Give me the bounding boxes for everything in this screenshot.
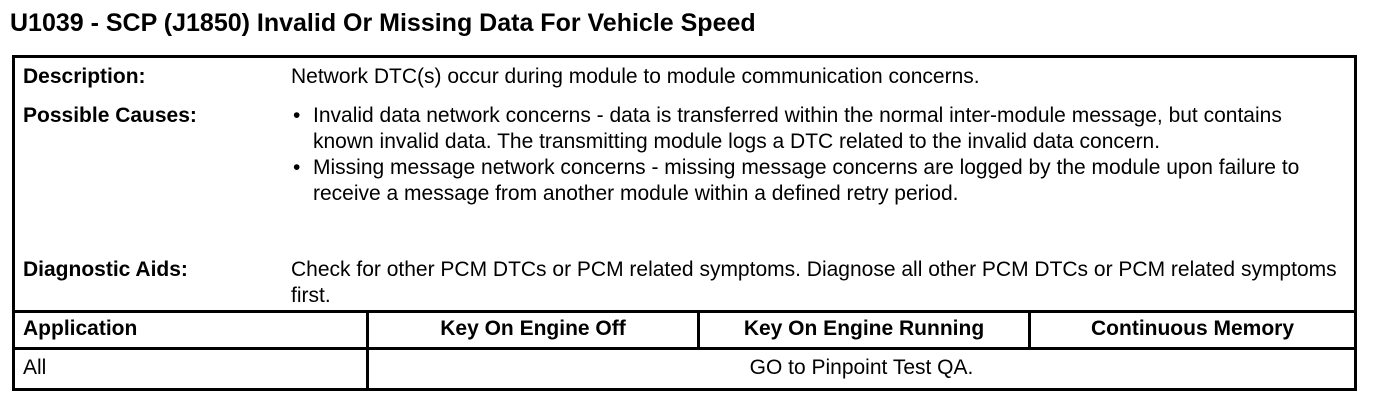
description-text: Network DTC(s) occur during module to module communication concerns. [291, 65, 980, 88]
cause-text: Invalid data network concerns - data is transferred within the normal inter-module message, but contains known invalid data. The transmitting module logs a DTC related to the invalid data concern. [313, 104, 1282, 153]
description-label: Description: [23, 65, 146, 88]
column-header-application: Application [23, 317, 138, 340]
column-header-koeo: Key On Engine Off [440, 317, 626, 340]
diagnostic-aids-label: Diagnostic Aids: [23, 258, 188, 281]
page-title: U1039 - SCP (J1850) Invalid Or Missing Data For Vehicle Speed [10, 9, 756, 37]
possible-causes-label: Possible Causes: [23, 104, 197, 127]
column-header-continuous-memory: Continuous Memory [1091, 317, 1294, 340]
dtc-info-box [12, 55, 1357, 391]
bullet-icon: • [293, 104, 301, 127]
diagnostic-aids-text: Check for other PCM DTCs or PCM related symptoms. Diagnose all other PCM DTCs or PCM related symptoms first. [291, 258, 1337, 307]
list-item [291, 155, 1341, 207]
bullet-icon: • [293, 156, 301, 179]
dtc-details-section [15, 58, 1354, 313]
table-cell-action: GO to Pinpoint Test QA. [749, 356, 974, 379]
table-cell-application: All [23, 356, 47, 379]
application-table [15, 310, 1354, 388]
possible-causes-list [291, 103, 1341, 207]
column-header-koer: Key On Engine Running [743, 317, 985, 340]
table-row-divider [15, 347, 1354, 350]
cause-text: Missing message network concerns - missing message concerns are logged by the module upon failure to receive a message from another module within a defined retry period. [313, 156, 1300, 205]
list-item [291, 103, 1341, 155]
